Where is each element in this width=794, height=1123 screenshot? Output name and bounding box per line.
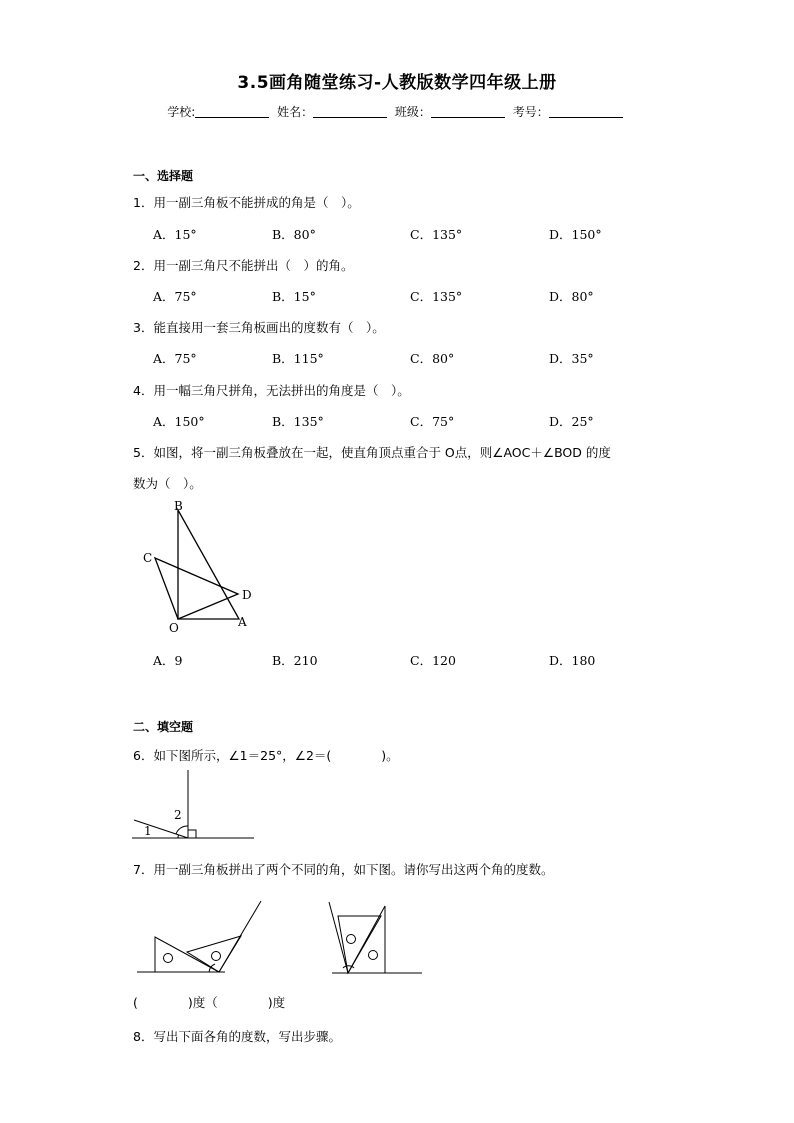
q5-option-a: A．9 <box>153 653 183 668</box>
q4-option-c: C．75° <box>410 414 455 429</box>
angle-1-arc <box>178 835 179 838</box>
question-3: 3．能直接用一套三角板画出的度数有（ ）。 <box>133 320 385 335</box>
q2-option-c: C．135° <box>410 289 463 304</box>
name-blank[interactable] <box>313 105 387 118</box>
q1-option-b: B．80° <box>272 227 316 242</box>
school-blank[interactable] <box>195 105 269 118</box>
figure-7b-combined-angle <box>318 896 428 978</box>
question-2: 2．用一副三角尺不能拼出（ ）的角。 <box>133 258 354 273</box>
label-a: A <box>238 615 247 629</box>
label-b: B <box>174 499 183 513</box>
label-c: C <box>143 551 153 565</box>
figure-5-triangles <box>138 496 268 636</box>
q2-option-a: A．75° <box>153 289 197 304</box>
q3-option-d: D．35° <box>549 351 594 366</box>
q2-option-b: B．15° <box>272 289 316 304</box>
class-label: 班级： <box>394 105 431 119</box>
triangle-30-60 <box>187 936 241 972</box>
question-5-line2: 数为（ ）。 <box>133 476 202 491</box>
label-o: O <box>169 621 179 635</box>
exam-no-blank[interactable] <box>549 105 623 118</box>
board-hole-1 <box>347 935 356 944</box>
question-6: 6．如下图所示，∠1＝25°，∠2＝( )。 <box>133 748 399 763</box>
q3-option-a: A．75° <box>153 351 197 366</box>
school-label: 学校: <box>167 105 196 119</box>
page-title: 3.5画角随堂练习-人教版数学四年级上册 <box>237 73 557 93</box>
name-label: 姓名： <box>277 105 314 119</box>
question-7: 7．用一副三角板拼出了两个不同的角，如下图。请你写出这两个角的度数。 <box>133 862 554 877</box>
question-1: 1．用一副三角板不能拼成的角是（ ）。 <box>133 195 360 210</box>
section-heading-choice: 一、选择题 <box>133 169 194 183</box>
student-info-line <box>0 103 794 120</box>
triangle-ocd <box>155 558 238 619</box>
q5-option-d: D．180 <box>549 653 596 668</box>
ray-line <box>329 902 348 973</box>
question-7-answer-line[interactable]: ( )度（ )度 <box>133 995 286 1010</box>
class-blank[interactable] <box>431 105 505 118</box>
q1-option-a: A．15° <box>153 227 197 242</box>
angle-1-label: 1 <box>144 824 152 838</box>
figure-6-angles <box>130 768 260 843</box>
question-8: 8．写出下面各角的度数，写出步骤。 <box>133 1029 341 1044</box>
board-hole-2 <box>212 952 221 961</box>
q5-option-c: C．120 <box>410 653 456 668</box>
right-angle-mark <box>188 830 196 838</box>
angle-2-label: 2 <box>174 808 182 822</box>
triangle-obo <box>178 510 239 619</box>
question-4: 4．用一幅三角尺拼角，无法拼出的角度是（ ）。 <box>133 383 410 398</box>
q5-option-b: B．210 <box>272 653 318 668</box>
q4-option-b: B．135° <box>272 414 324 429</box>
board-hole-2 <box>369 951 378 960</box>
exam-no-label: 考号： <box>512 105 549 119</box>
board-hole-1 <box>164 954 173 963</box>
q1-option-d: D．150° <box>549 227 602 242</box>
figure-7a-combined-angle <box>135 898 270 978</box>
q3-option-b: B．115° <box>272 351 324 366</box>
q3-option-c: C．80° <box>410 351 455 366</box>
q4-option-d: D．25° <box>549 414 594 429</box>
question-5-line1: 5．如图，将一副三角板叠放在一起，使直角顶点重合于 O点，则∠AOC＋∠BOD 的度 <box>133 445 611 460</box>
label-d: D <box>242 588 252 602</box>
angle-2-arc <box>176 826 188 834</box>
q2-option-d: D．80° <box>549 289 594 304</box>
q4-option-a: A．150° <box>153 414 205 429</box>
q1-option-c: C．135° <box>410 227 463 242</box>
section-heading-fill: 二、填空题 <box>133 720 194 734</box>
